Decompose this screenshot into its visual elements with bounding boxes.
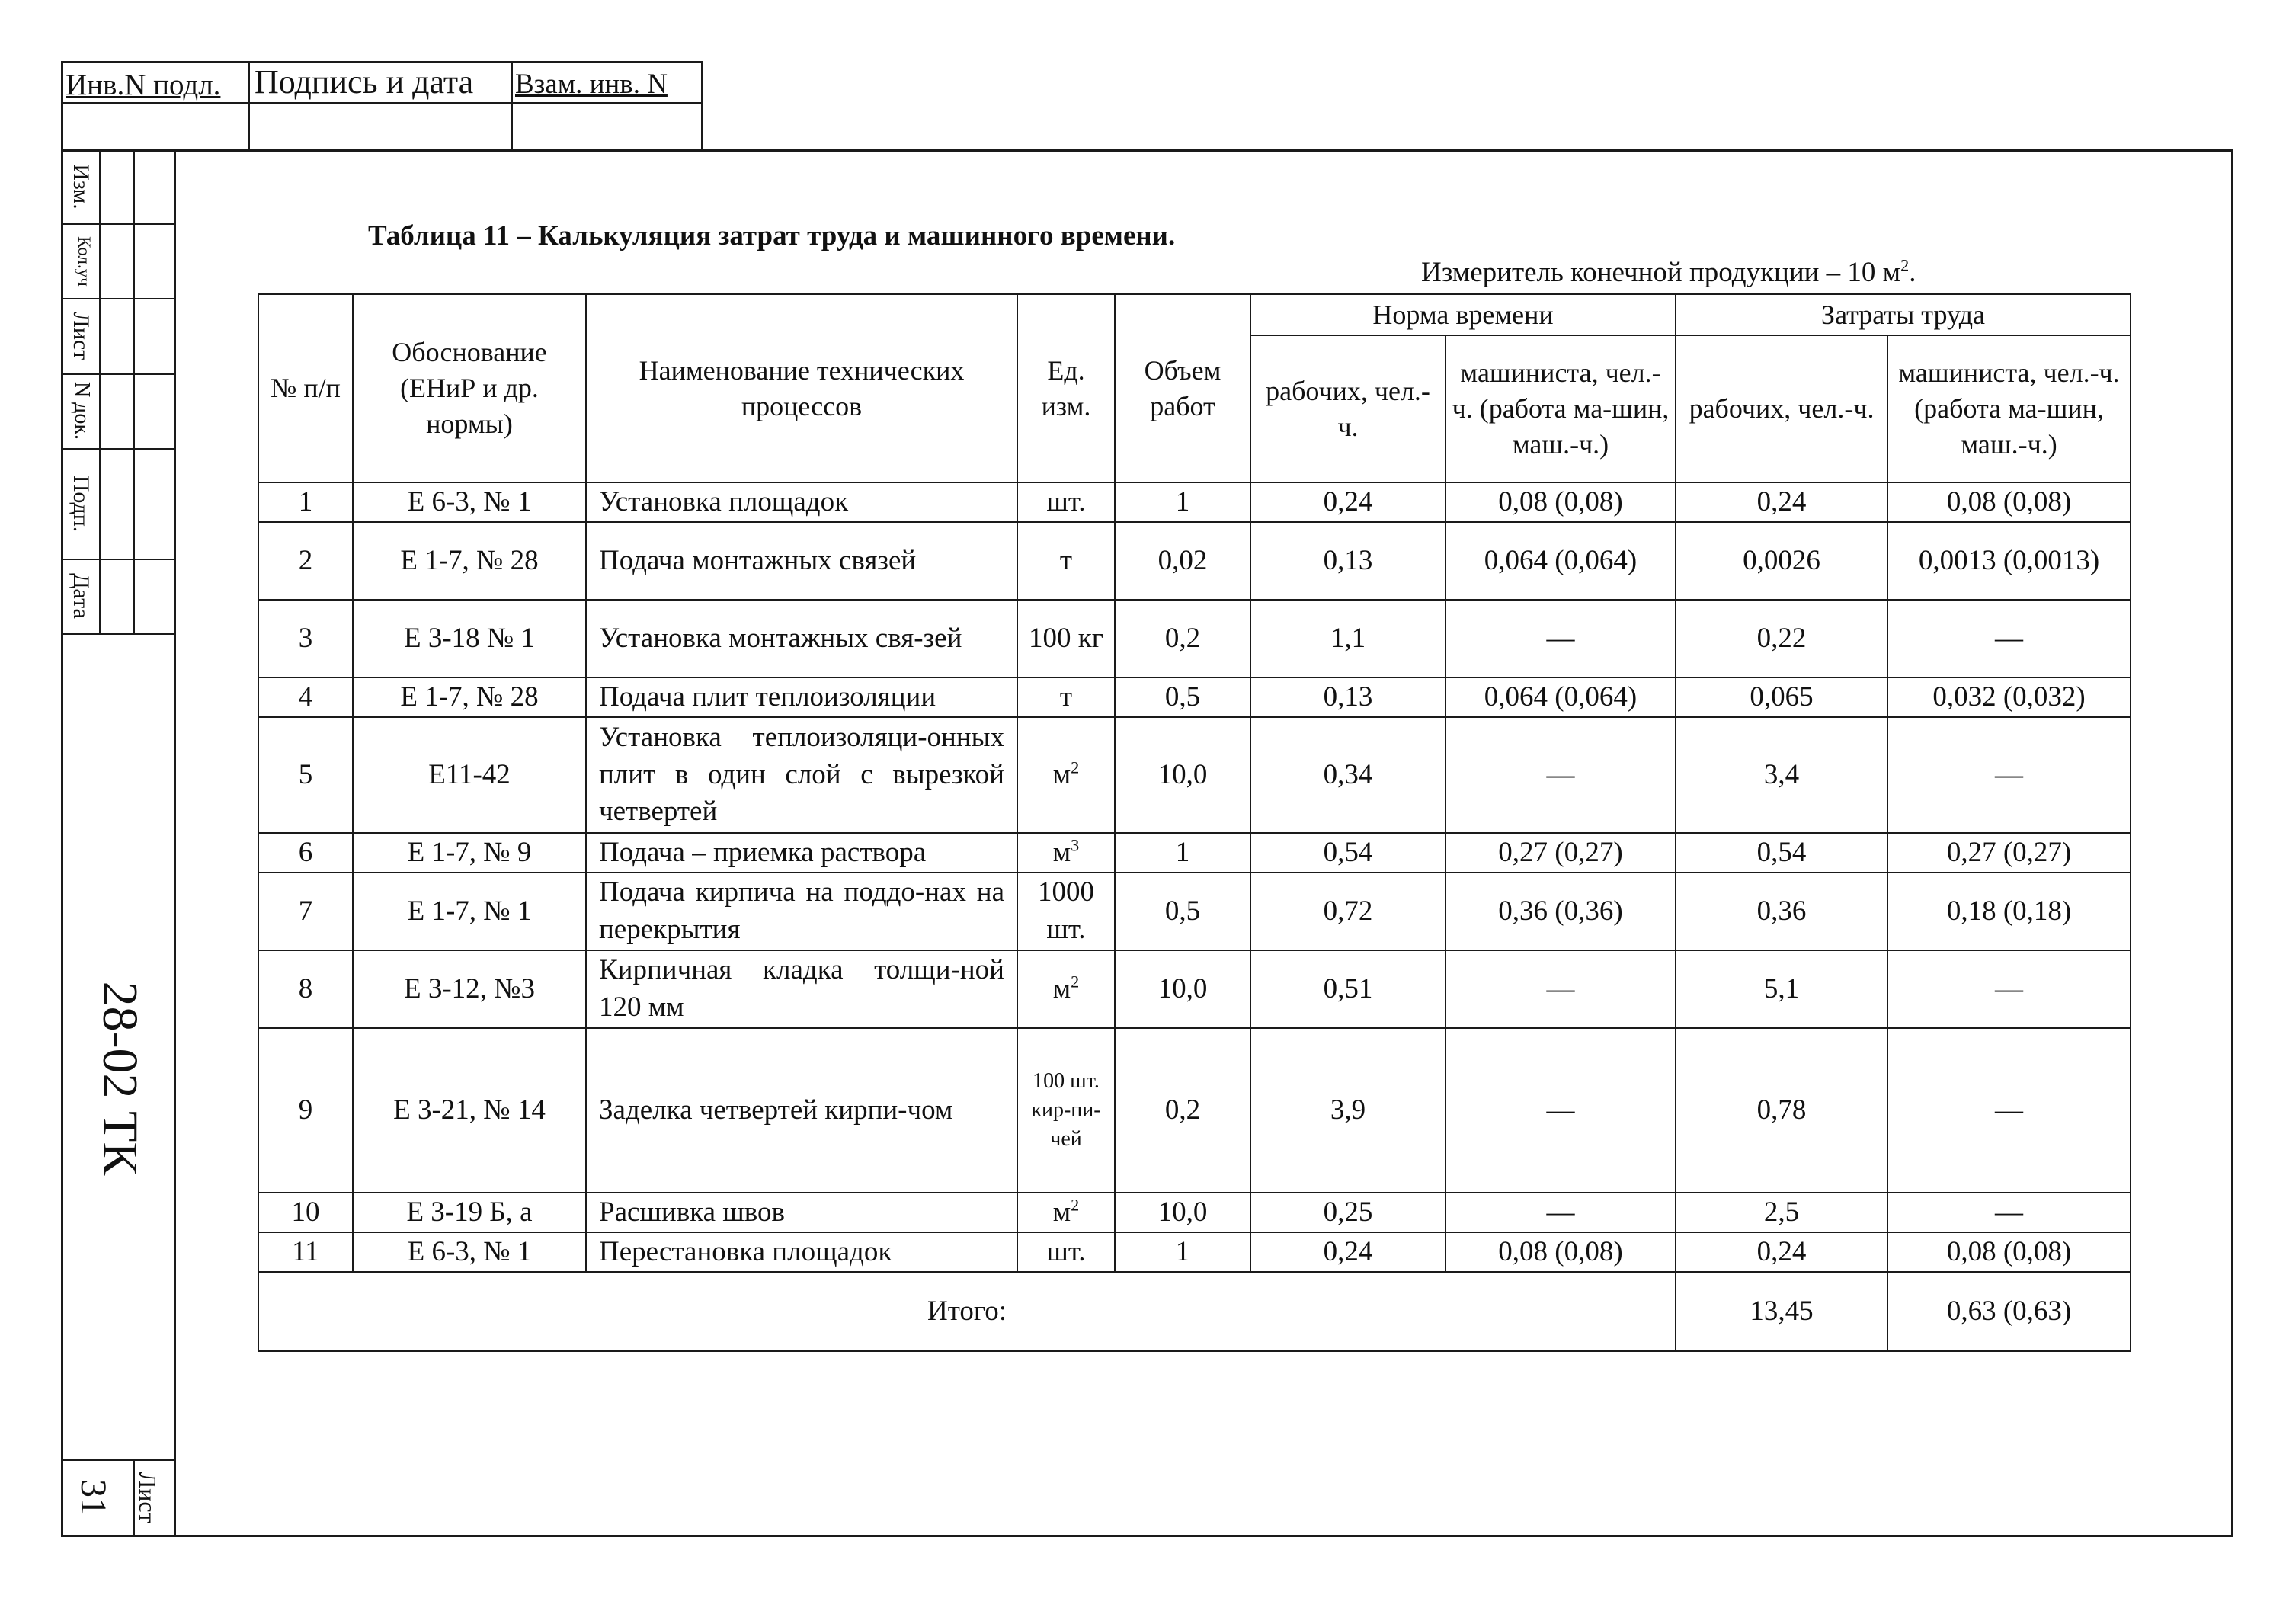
row-number: 4	[258, 677, 353, 717]
row-norm-machinist: 0,27 (0,27)	[1446, 833, 1676, 873]
row-cost-workers: 3,4	[1676, 717, 1887, 833]
row-cost-workers: 0,22	[1676, 600, 1887, 677]
row-cost-machinist: 0,032 (0,032)	[1887, 677, 2131, 717]
row-basis: Е 1-7, № 28	[353, 677, 586, 717]
row-basis: Е 6-3, № 1	[353, 482, 586, 522]
row-number: 5	[258, 717, 353, 833]
row-cost-workers: 0,36	[1676, 873, 1887, 950]
inv-podl-label: Инв.N подл.	[66, 69, 221, 101]
row-cost-workers: 0,24	[1676, 1232, 1887, 1272]
row-number: 3	[258, 600, 353, 677]
row-process-name: Подача плит теплоизоляции	[586, 677, 1017, 717]
row-volume: 0,02	[1115, 522, 1250, 600]
row-number: 9	[258, 1028, 353, 1193]
row-process-name: Подача кирпича на поддо-нах на перекрытия	[586, 873, 1017, 950]
labor-calculation-table	[258, 293, 2131, 1352]
kol-uch-label: Кол.уч	[75, 236, 94, 287]
row-number: 8	[258, 950, 353, 1028]
document-code: 28-02 ТК	[92, 981, 148, 1176]
row-volume: 1	[1115, 482, 1250, 522]
table-row	[258, 1193, 2131, 1232]
row-norm-workers: 0,13	[1250, 677, 1446, 717]
replace-inv-label: Взам. инв. N	[515, 69, 668, 100]
row-norm-machinist: 0,36 (0,36)	[1446, 873, 1676, 950]
row-unit: т	[1017, 522, 1115, 600]
list-label: Лист	[69, 312, 94, 360]
row-process-name: Подача монтажных связей	[586, 522, 1017, 600]
table-row	[258, 717, 2131, 833]
table-row	[258, 600, 2131, 677]
row-norm-workers: 0,25	[1250, 1193, 1446, 1232]
row-cost-workers: 0,54	[1676, 833, 1887, 873]
row-basis: Е 3-18 № 1	[353, 600, 586, 677]
row-volume: 1	[1115, 833, 1250, 873]
row-process-name: Перестановка площадок	[586, 1232, 1017, 1272]
row-number: 10	[258, 1193, 353, 1232]
header-labor-cost: Затраты труда	[1676, 294, 2131, 335]
header-process-name: Наименование технических процессов	[586, 294, 1017, 482]
header-volume: Объем работ	[1115, 294, 1250, 482]
row-norm-machinist: —	[1446, 600, 1676, 677]
row-norm-machinist: 0,064 (0,064)	[1446, 677, 1676, 717]
table-title: Таблица 11 – Калькуляция затрат труда и машинного времени.	[368, 220, 1176, 251]
table-row	[258, 677, 2131, 717]
row-cost-machinist: 0,0013 (0,0013)	[1887, 522, 2131, 600]
row-cost-workers: 0,24	[1676, 482, 1887, 522]
row-volume: 0,2	[1115, 600, 1250, 677]
table-row	[258, 1028, 2131, 1193]
row-norm-workers: 0,13	[1250, 522, 1446, 600]
row-basis: Е 1-7, № 28	[353, 522, 586, 600]
row-process-name: Установка теплоизоляци-онных плит в один слой с вырезкой четвертей	[586, 717, 1017, 833]
unit-note: Измеритель конечной продукции – 10 $м^2$.	[1421, 255, 1916, 288]
row-cost-workers: 0,065	[1676, 677, 1887, 717]
row-cost-machinist: —	[1887, 950, 2131, 1028]
row-unit: $м^2$	[1017, 1193, 1115, 1232]
sheet-number: 31	[73, 1479, 114, 1516]
header-cost-machinist: машиниста, чел.-ч. (работа ма-шин, маш.-ч.)	[1887, 335, 2131, 482]
table-row	[258, 522, 2131, 600]
data-label: Дата	[69, 573, 94, 619]
row-number: 6	[258, 833, 353, 873]
header-cost-workers: рабочих, чел.-ч.	[1676, 335, 1887, 482]
row-norm-machinist: —	[1446, 717, 1676, 833]
row-norm-workers: 0,54	[1250, 833, 1446, 873]
row-cost-machinist: 0,18 (0,18)	[1887, 873, 2131, 950]
row-process-name: Заделка четвертей кирпи-чом	[586, 1028, 1017, 1193]
header-basis: Обоснование (ЕНиР и др. нормы)	[353, 294, 586, 482]
table-row	[258, 833, 2131, 873]
row-unit: шт.	[1017, 482, 1115, 522]
row-cost-machinist: —	[1887, 1193, 2131, 1232]
row-basis: Е 3-12, №3	[353, 950, 586, 1028]
row-norm-machinist: 0,08 (0,08)	[1446, 1232, 1676, 1272]
row-process-name: Установка площадок	[586, 482, 1017, 522]
podp-label: Подп.	[69, 475, 94, 533]
row-unit: $м^2$	[1017, 717, 1115, 833]
row-process-name: Подача – приемка раствора	[586, 833, 1017, 873]
row-norm-machinist: —	[1446, 950, 1676, 1028]
row-cost-machinist: —	[1887, 717, 2131, 833]
row-volume: 0,2	[1115, 1028, 1250, 1193]
total-workers: 13,45	[1676, 1272, 1887, 1351]
row-norm-machinist: 0,08 (0,08)	[1446, 482, 1676, 522]
row-norm-workers: 0,34	[1250, 717, 1446, 833]
row-norm-machinist: —	[1446, 1028, 1676, 1193]
row-number: 1	[258, 482, 353, 522]
row-volume: 10,0	[1115, 950, 1250, 1028]
row-norm-workers: 1,1	[1250, 600, 1446, 677]
row-cost-machinist: 0,08 (0,08)	[1887, 1232, 2131, 1272]
row-unit: $м^2$	[1017, 950, 1115, 1028]
row-cost-machinist: —	[1887, 600, 2131, 677]
table-row	[258, 482, 2131, 522]
row-unit: 100 кг	[1017, 600, 1115, 677]
sheet-label: Лист	[134, 1472, 162, 1523]
table-row	[258, 950, 2131, 1028]
row-process-name: Установка монтажных свя-зей	[586, 600, 1017, 677]
row-norm-workers: 0,51	[1250, 950, 1446, 1028]
total-machinist: 0,63 (0,63)	[1887, 1272, 2131, 1351]
row-basis: Е 1-7, № 9	[353, 833, 586, 873]
header-number: № п/п	[258, 294, 353, 482]
row-basis: Е 6-3, № 1	[353, 1232, 586, 1272]
header-norm-machinist: машиниста, чел.-ч. (работа ма-шин, маш.-ч.)	[1446, 335, 1676, 482]
row-cost-machinist: 0,27 (0,27)	[1887, 833, 2131, 873]
row-basis: Е 3-19 Б, а	[353, 1193, 586, 1232]
row-volume: 0,5	[1115, 677, 1250, 717]
row-norm-workers: 0,24	[1250, 482, 1446, 522]
row-volume: 1	[1115, 1232, 1250, 1272]
row-cost-machinist: 0,08 (0,08)	[1887, 482, 2131, 522]
row-unit: шт.	[1017, 1232, 1115, 1272]
n-dok-label: N док.	[70, 381, 94, 440]
header-time-norm: Норма времени	[1250, 294, 1676, 335]
row-unit: 100 шт. кир-пи-чей	[1017, 1028, 1115, 1193]
row-number: 11	[258, 1232, 353, 1272]
row-cost-workers: 5,1	[1676, 950, 1887, 1028]
row-norm-workers: 0,72	[1250, 873, 1446, 950]
row-volume: 10,0	[1115, 1193, 1250, 1232]
row-cost-machinist: —	[1887, 1028, 2131, 1193]
row-number: 7	[258, 873, 353, 950]
header-unit: Ед. изм.	[1017, 294, 1115, 482]
row-unit: т	[1017, 677, 1115, 717]
row-volume: 10,0	[1115, 717, 1250, 833]
izm-label: Изм.	[69, 164, 94, 210]
header-norm-workers: рабочих, чел.-ч.	[1250, 335, 1446, 482]
row-basis: Е11-42	[353, 717, 586, 833]
row-cost-workers: 0,0026	[1676, 522, 1887, 600]
row-norm-machinist: —	[1446, 1193, 1676, 1232]
row-norm-workers: 3,9	[1250, 1028, 1446, 1193]
row-basis: Е 1-7, № 1	[353, 873, 586, 950]
total-label: Итого:	[258, 1272, 1676, 1351]
row-norm-workers: 0,24	[1250, 1232, 1446, 1272]
row-process-name: Расшивка швов	[586, 1193, 1017, 1232]
sign-date-label: Подпись и дата	[255, 63, 474, 101]
row-unit: $м^3$	[1017, 833, 1115, 873]
table-row	[258, 873, 2131, 950]
row-cost-workers: 0,78	[1676, 1028, 1887, 1193]
row-unit: 1000 шт.	[1017, 873, 1115, 950]
row-cost-workers: 2,5	[1676, 1193, 1887, 1232]
row-basis: Е 3-21, № 14	[353, 1028, 586, 1193]
row-process-name: Кирпичная кладка толщи-ной 120 мм	[586, 950, 1017, 1028]
row-number: 2	[258, 522, 353, 600]
row-norm-machinist: 0,064 (0,064)	[1446, 522, 1676, 600]
table-row	[258, 1232, 2131, 1272]
row-volume: 0,5	[1115, 873, 1250, 950]
